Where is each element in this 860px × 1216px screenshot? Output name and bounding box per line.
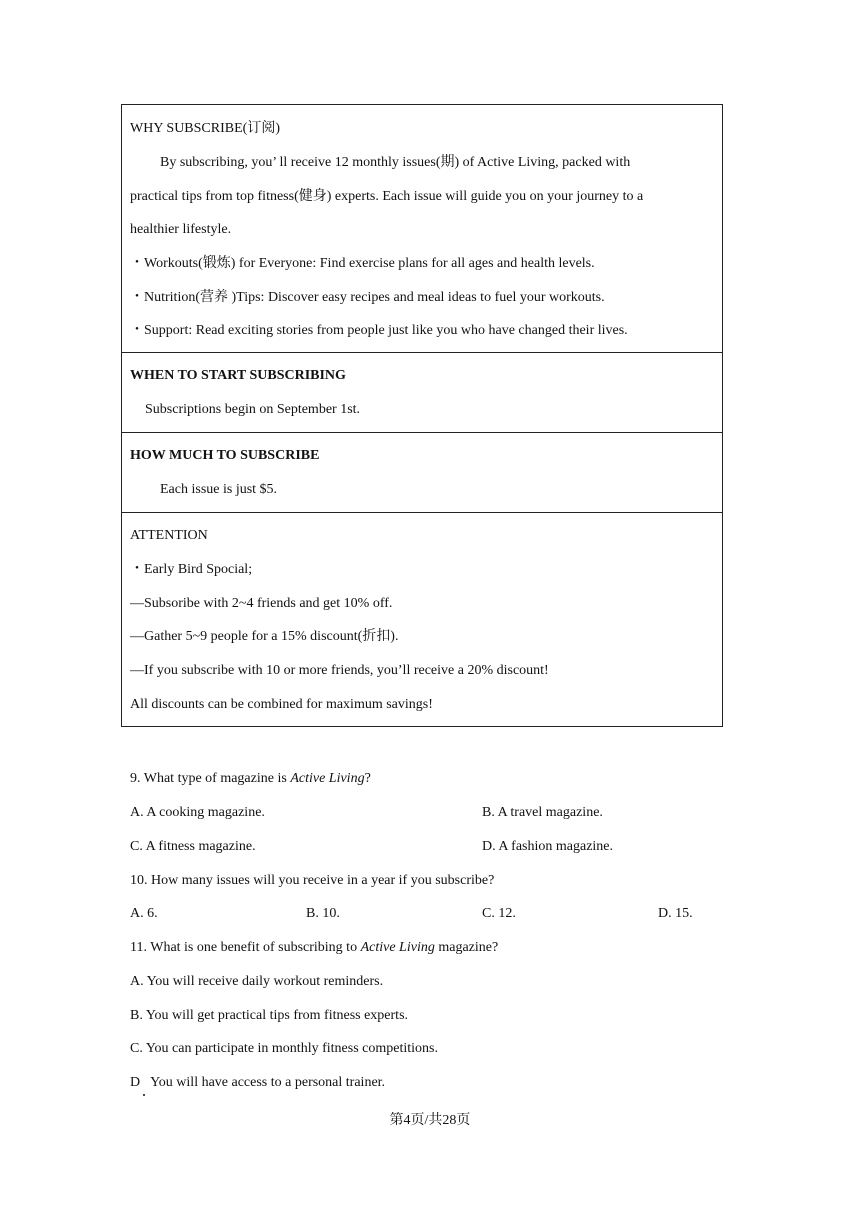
attention-section (122, 512, 722, 726)
why-subscribe-heading: WHY SUBSCRIBE(订阅) (130, 121, 280, 136)
why-subscribe-section (122, 105, 722, 352)
q9-option-d: D. A fashion magazine. (482, 839, 614, 854)
attention-line: —If you subscribe with 10 or more friends, you’ll receive a 20% discount! (130, 663, 549, 678)
benefit-bullet: ・Support: Read exciting stories from people just like you who have changed their lives. (130, 323, 628, 338)
benefit-bullet: ・Workouts(锻炼) for Everyone: Find exercise plans for all ages and health levels. (130, 256, 595, 271)
why-paragraph-line: healthier lifestyle. (130, 222, 232, 237)
question-9-suffix: ? (364, 771, 371, 786)
question-11 (130, 940, 498, 956)
question-9-magazine-title: Active Living (290, 771, 365, 786)
attention-line: All discounts can be combined for maximum savings! (130, 697, 433, 712)
when-text: Subscriptions begin on September 1st. (145, 402, 361, 417)
attention-line: —Gather 5~9 people for a 15% discount(折扣). (130, 629, 399, 644)
q10-option-c: C. 12. (482, 906, 516, 921)
stray-dot-mark (143, 1094, 145, 1096)
page-number-footer: 第4页/共28页 (389, 1113, 471, 1128)
how-much-section (122, 432, 722, 512)
question-11-prefix: 11. What is one benefit of subscribing to (130, 940, 361, 955)
q11-option-b: B. You will get practical tips from fitness experts. (130, 1008, 409, 1023)
q11-option-c: C. You can participate in monthly fitness competitions. (130, 1041, 438, 1056)
q9-option-a: A. A cooking magazine. (130, 805, 265, 820)
q11-option-a: A. You will receive daily workout reminders. (130, 974, 384, 989)
how-much-text: Each issue is just $5. (160, 482, 278, 497)
q9-option-c: C. A fitness magazine. (130, 839, 256, 854)
attention-line: —Subsoribe with 2~4 friends and get 10% off. (130, 596, 393, 611)
how-much-heading: HOW MUCH TO SUBSCRIBE (130, 448, 320, 463)
attention-heading: ATTENTION (130, 528, 208, 543)
question-9-prefix: 9. What type of magazine is (130, 771, 291, 786)
question-9 (130, 771, 371, 787)
why-paragraph-line: practical tips from top fitness(健身) experts. Each issue will guide you on your journey to a (130, 189, 644, 204)
why-paragraph-line: By subscribing, you’ ll receive 12 monthly issues(期) of Active Living, packed with (160, 155, 631, 170)
q9-option-b: B. A travel magazine. (482, 805, 603, 820)
question-10: 10. How many issues will you receive in a year if you subscribe? (130, 873, 495, 888)
when-heading: WHEN TO START SUBSCRIBING (130, 368, 346, 383)
question-11-magazine-title: Active Living (360, 940, 435, 955)
benefit-bullet: ・Nutrition(营养 )Tips: Discover easy recipes and meal ideas to fuel your workouts. (130, 290, 605, 305)
q10-option-d: D. 15. (658, 906, 693, 921)
q11-option-d: D You will have access to a personal trainer. (130, 1075, 386, 1090)
question-11-suffix: magazine? (434, 940, 499, 955)
attention-line: ・Early Bird Spocial; (130, 562, 253, 577)
when-section (122, 352, 722, 432)
q10-option-a: A. 6. (130, 906, 158, 921)
subscription-info-box (121, 104, 723, 727)
q10-option-b: B. 10. (306, 906, 340, 921)
